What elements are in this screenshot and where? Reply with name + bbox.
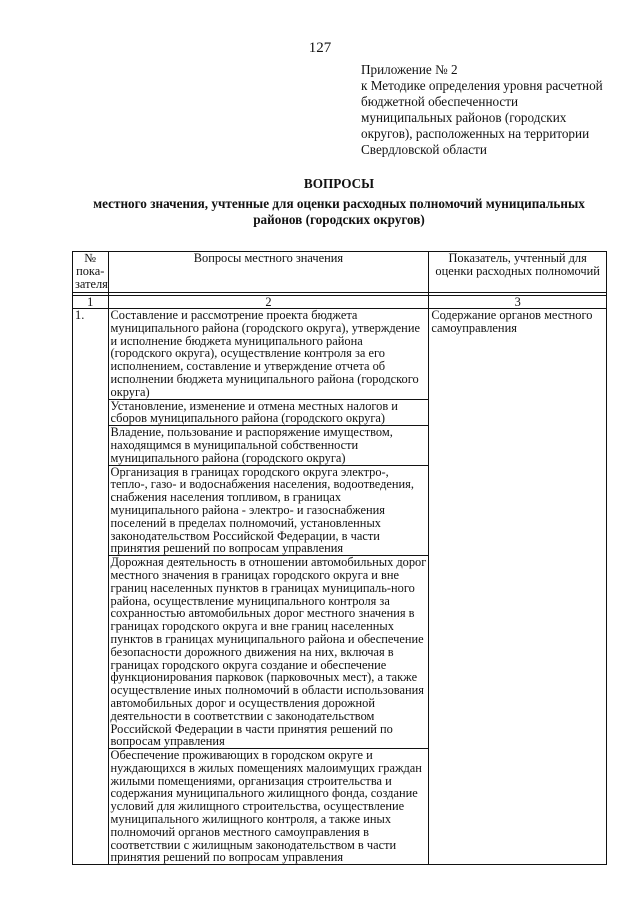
header-question: Вопросы местного значения xyxy=(108,252,429,293)
header-num: № пока-зателя xyxy=(73,252,109,293)
document-heading xyxy=(60,176,618,228)
heading-subtitle-line: районов (городских округов) xyxy=(253,212,425,227)
page-number: 127 xyxy=(308,40,332,56)
question-cell: Обеспечение проживающих в городском округе и нуждающихся в жилых помещениях малоимущих граждан жилыми помещениями, организация строительства и содержания муниципального жилищного фонда, создание условий для жилищного строительства, осуществление муниципального жилищного контроля, а также иных полномочий органов местного самоуправления в соответствии с жилищным законодательством в части принятия решений по вопросам управления xyxy=(108,749,429,865)
column-index-row xyxy=(73,296,607,309)
appendix-title: Приложение № 2 xyxy=(361,62,458,77)
row-number: 1. xyxy=(73,309,109,865)
question-cell: Организация в границах городского округа электро-, тепло-, газо- и водоснабжения населения, водоотведения, снабжения населения топливом, в границах муниципального района - электро- и газоснабжения поселений в пределах полномочий, установленных законодательством Российской Федерации, в части принятия решений по вопросам управления xyxy=(108,465,429,556)
heading-title: ВОПРОСЫ xyxy=(303,176,375,191)
column-index: 2 xyxy=(108,296,429,309)
question-cell: Установление, изменение и отмена местных налогов и сборов муниципального района (городского округа) xyxy=(108,399,429,426)
appendix-line: округов), расположенных на территории xyxy=(361,126,590,141)
column-index: 1 xyxy=(73,296,109,309)
question-cell: Дорожная деятельность в отношении автомобильных дорог местного значения в границах городского округа и вне границ населенных пунктов в границах муниципаль-ного района, осуществление муниципального контроля за сохранностью автомобильных дорог местного значения в границах городского округа и вне границ населенных пунктов в границах муниципального района и обеспечение безопасности дорожного движения на них, включая в границах городского округа создание и обеспечение функционирования парковок (парковочных мест), а также осуществление иных полномочий в области использования автомобильных дорог и осуществления дорожной деятельности в соответствии с законодательством Российской Федерации в части принятия решений по вопросам управления xyxy=(108,556,429,749)
question-cell: Составление и рассмотрение проекта бюджета муниципального района (городского округа), утверждение и исполнение бюджета муниципального района (городского округа), осуществление контроля за его исполнением, составление и утверждение отчета об исполнении бюджета муниципального района (городского округа) xyxy=(108,309,429,400)
appendix-line: муниципальных районов (городских xyxy=(361,110,567,125)
heading-subtitle-line: местного значения, учтенные для оценки расходных полномочий муниципальных xyxy=(93,196,585,211)
table-row xyxy=(73,309,607,400)
indicator-cell: Содержание органов местного самоуправления xyxy=(429,309,607,865)
questions-table xyxy=(72,251,607,865)
question-cell: Владение, пользование и распоряжение имуществом, находящимся в муниципальной собственности муниципального района (городского округа) xyxy=(108,426,429,465)
appendix-line: Свердловской области xyxy=(361,142,487,157)
header-indicator: Показатель, учтенный для оценки расходных полномочий xyxy=(429,252,607,293)
appendix-line: бюджетной обеспеченности xyxy=(361,94,519,109)
appendix-note xyxy=(361,62,626,158)
appendix-line: к Методике определения уровня расчетной xyxy=(361,78,603,93)
table-header-row xyxy=(73,252,607,293)
column-index: 3 xyxy=(429,296,607,309)
